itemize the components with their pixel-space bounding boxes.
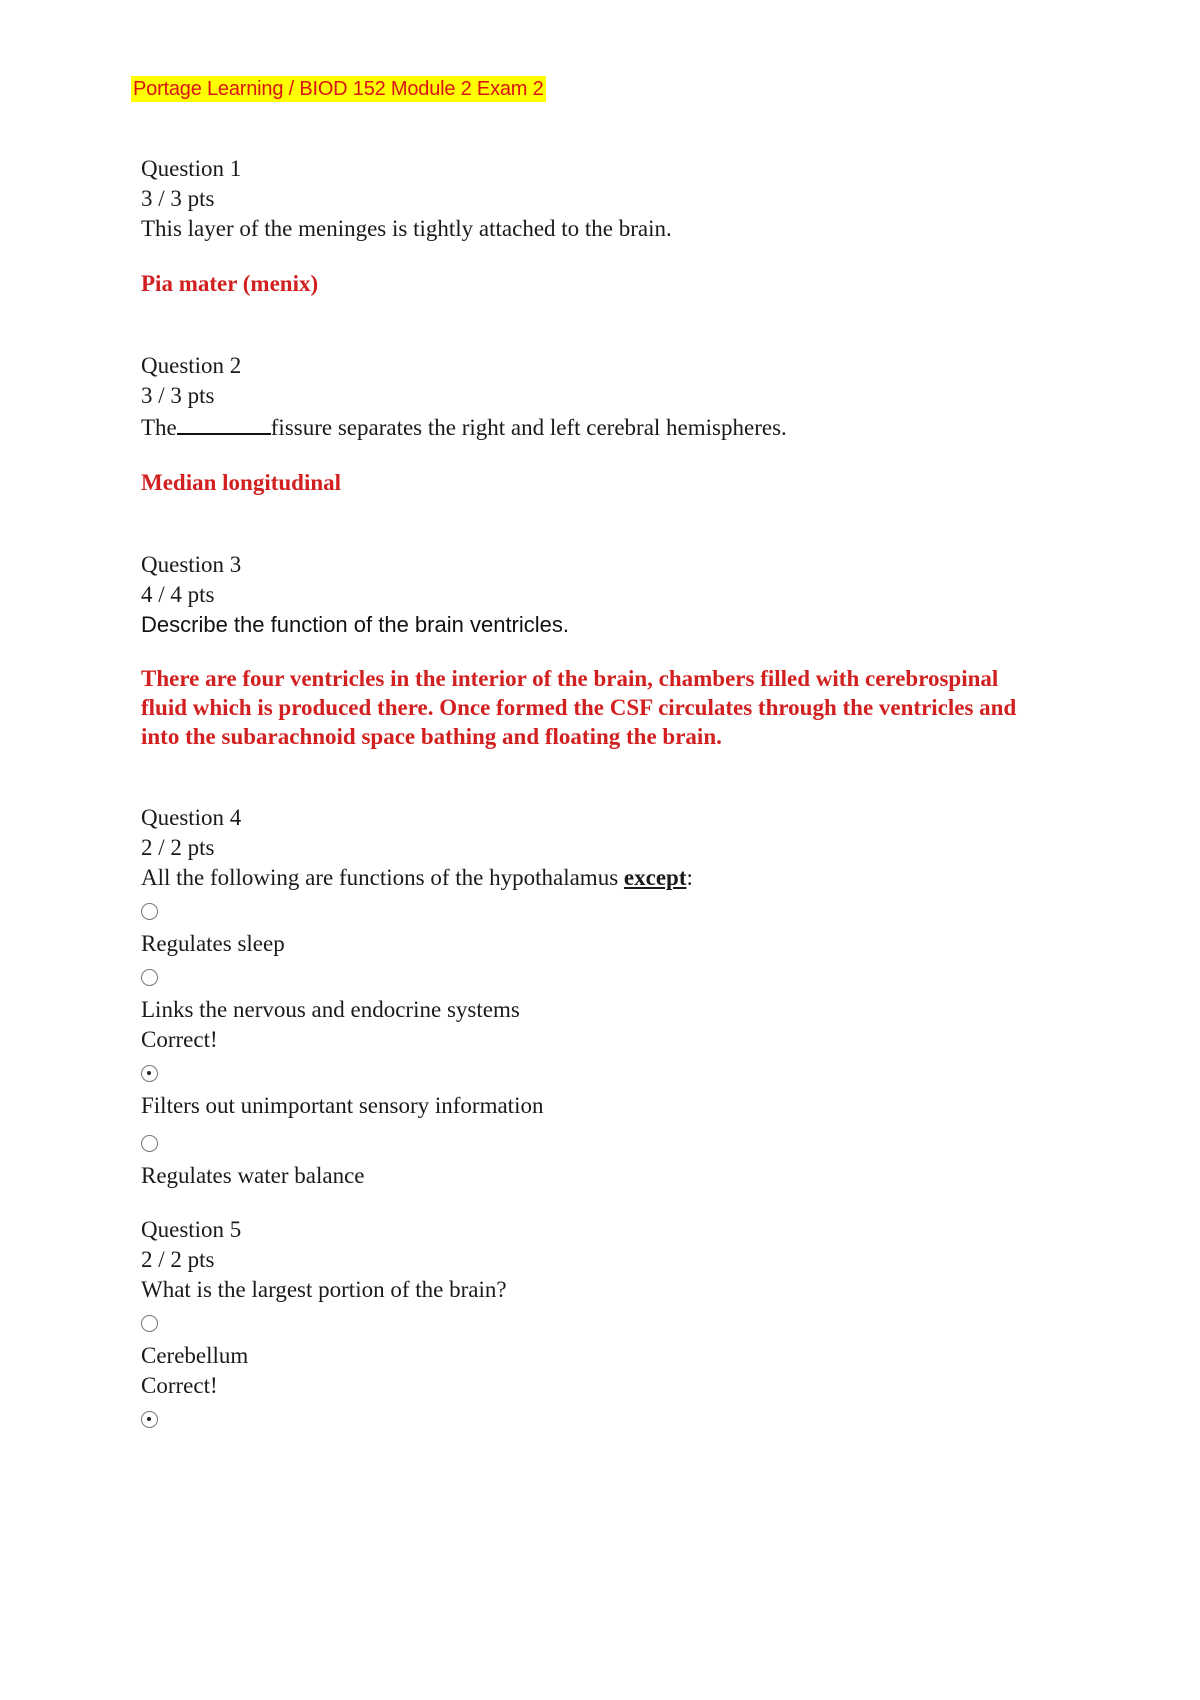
question-title: Question 4 (141, 805, 242, 830)
correct-indicator: Correct! (141, 1373, 218, 1398)
option-label: Regulates sleep (141, 931, 285, 956)
question-title: Question 3 (141, 552, 242, 577)
option-radio[interactable] (141, 969, 158, 986)
question-text-start: All the following are functions of the hypothalamus (141, 865, 619, 890)
option-radio-wrap (141, 1401, 1081, 1437)
question-points: 3 / 3 pts (141, 186, 215, 211)
question-text (141, 411, 1081, 443)
question-title: Question 1 (141, 156, 242, 181)
question-points: 3 / 3 pts (141, 383, 215, 408)
question-block (141, 803, 1081, 1191)
question-points: 2 / 2 pts (141, 835, 215, 860)
question-text: This layer of the meninges is tightly attached to the brain. (141, 216, 672, 241)
option-radio[interactable] (141, 903, 158, 920)
question-text-end: fissure separates the right and left cerebral hemispheres. (270, 415, 787, 440)
question-block (141, 550, 1081, 751)
correct-indicator: Correct! (141, 1027, 218, 1052)
option-radio-wrap (141, 959, 1081, 995)
option-radio-wrap (141, 893, 1081, 929)
option-radio-selected[interactable] (141, 1065, 158, 1082)
question-block (141, 351, 1081, 498)
question-block (141, 154, 1081, 299)
question-text: Describe the function of the brain ventricles. (141, 612, 570, 637)
question-block (141, 1215, 1081, 1437)
answer-line: fluid which is produced there. Once formed the CSF circulates through the ventricles and (141, 695, 1017, 720)
question-title: Question 2 (141, 353, 242, 378)
option-label: Regulates water balance (141, 1163, 365, 1188)
fill-in-blank (177, 411, 271, 435)
option-radio-wrap (141, 1305, 1081, 1341)
option-label: Links the nervous and endocrine systems (141, 997, 520, 1022)
question-text (141, 863, 1081, 893)
question-points: 4 / 4 pts (141, 582, 215, 607)
option-radio-wrap (141, 1055, 1081, 1091)
option-radio[interactable] (141, 1315, 158, 1332)
question-emphasis: except (623, 865, 687, 890)
question-text: What is the largest portion of the brain? (141, 1277, 507, 1302)
breadcrumb: Portage Learning / BIOD 152 Module 2 Exam 2 (133, 78, 544, 100)
exam-content (141, 154, 1081, 1437)
option-label: Filters out unimportant sensory information (141, 1093, 544, 1118)
option-radio-selected[interactable] (141, 1411, 158, 1428)
question-title: Question 5 (141, 1217, 242, 1242)
answer-text: Median longitudinal (141, 470, 342, 495)
question-points: 2 / 2 pts (141, 1247, 215, 1272)
answer-line: into the subarachnoid space bathing and floating the brain. (141, 724, 722, 749)
answer-line: There are four ventricles in the interior of the brain, chambers filled with cerebrospinal (141, 666, 999, 691)
question-text-end: : (686, 865, 693, 890)
question-text-start: The (141, 415, 177, 440)
option-radio-wrap (141, 1125, 1081, 1161)
option-label: Cerebellum (141, 1343, 249, 1368)
option-radio[interactable] (141, 1135, 158, 1152)
answer-text: Pia mater (menix) (141, 271, 319, 296)
